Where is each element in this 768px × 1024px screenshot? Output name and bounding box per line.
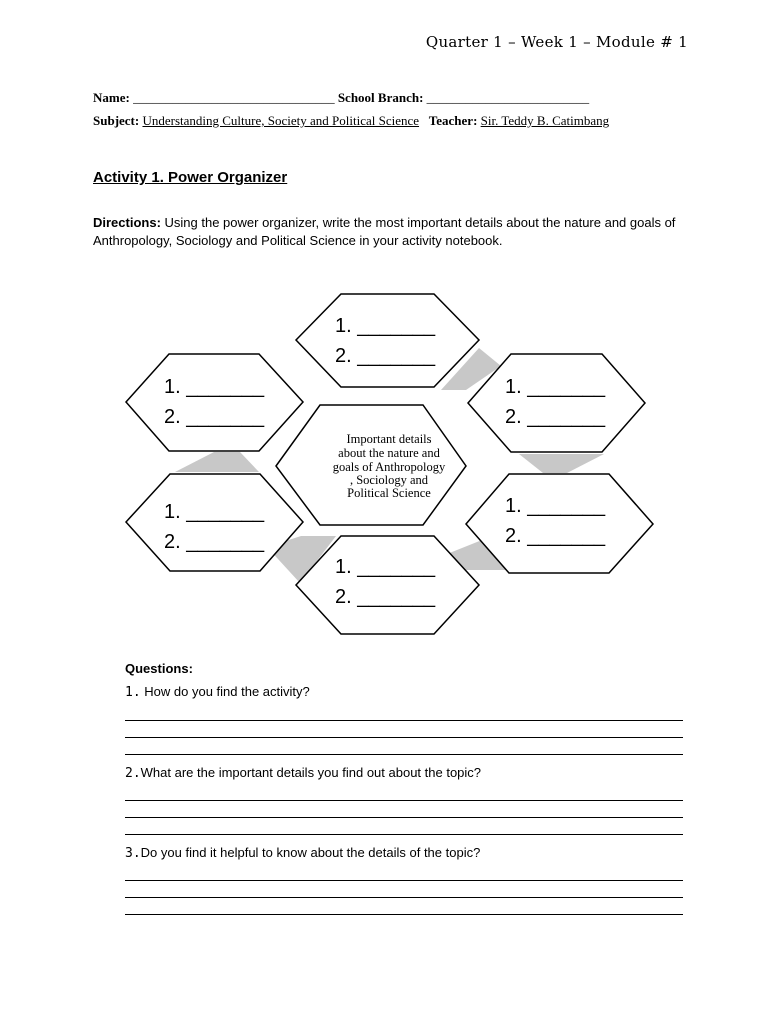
answer-line xyxy=(125,720,683,721)
question-2-text: What are the important details you find out about the topic? xyxy=(140,765,482,780)
name-blank: _______________________________ xyxy=(133,90,335,105)
question-1 xyxy=(125,684,310,700)
lower-right-item-1: 1. _______ xyxy=(505,495,606,517)
subject-value: Understanding Culture, Society and Political Science xyxy=(142,113,420,128)
center-line-1: Important details xyxy=(346,432,432,446)
upper-right-item-2: 2. _______ xyxy=(505,406,606,428)
hexagon-top xyxy=(296,294,479,387)
lower-right-item-2: 2. _______ xyxy=(505,525,606,547)
center-line-5: Political Science xyxy=(347,486,431,500)
directions xyxy=(93,214,683,250)
question-3-text: Do you find it helpful to know about the details of the topic? xyxy=(140,845,481,860)
upper-left-item-1: 1. _______ xyxy=(164,376,265,398)
upper-right-item-1: 1. _______ xyxy=(505,376,606,398)
center-line-3: goals of Anthropology xyxy=(332,460,446,474)
question-1-number: 1. xyxy=(125,685,141,700)
question-3 xyxy=(125,845,480,861)
center-line-4: , Sociology and xyxy=(349,473,429,487)
branch-blank: _________________________ xyxy=(426,90,590,105)
answer-line xyxy=(125,880,683,881)
directions-text: Using the power organizer, write the most important details about the nature and goals of Anthropology, Sociology and Political Science in your activity notebook. xyxy=(93,215,676,248)
answer-line xyxy=(125,800,683,801)
top-item-1: 1. _______ xyxy=(335,315,436,337)
teacher-value: Sir. Teddy B. Catimbang xyxy=(480,113,610,128)
name-label: Name: xyxy=(93,90,130,105)
connector-band xyxy=(175,452,259,472)
teacher-label: Teacher: xyxy=(428,113,478,128)
lower-left-item-1: 1. _______ xyxy=(164,501,265,523)
directions-label: Directions: xyxy=(93,215,161,230)
hexagon-upper-left xyxy=(126,354,303,451)
answer-line xyxy=(125,817,683,818)
branch-label: School Branch: xyxy=(337,90,424,105)
answer-line xyxy=(125,737,683,738)
question-1-text: How do you find the activity? xyxy=(140,684,310,699)
subject-label: Subject: xyxy=(93,113,140,128)
question-2-number: 2. xyxy=(125,766,141,781)
question-3-number: 3. xyxy=(125,846,141,861)
name-branch-row xyxy=(93,90,589,106)
upper-left-item-2: 2. _______ xyxy=(164,406,265,428)
page-header: Quarter 1 – Week 1 – Module # 1 xyxy=(425,33,688,51)
connector-band xyxy=(519,454,604,473)
questions-label: Questions: xyxy=(125,661,193,676)
answer-line xyxy=(125,897,683,898)
bottom-item-2: 2. _______ xyxy=(335,586,436,608)
top-item-2: 2. _______ xyxy=(335,345,436,367)
answer-line xyxy=(125,834,683,835)
center-line-2: about the nature and xyxy=(338,446,440,460)
power-organizer xyxy=(0,280,768,640)
subject-teacher-row xyxy=(93,113,609,129)
lower-left-item-2: 2. _______ xyxy=(164,531,265,553)
activity-title: Activity 1. Power Organizer xyxy=(93,169,288,186)
question-2 xyxy=(125,765,481,781)
answer-line xyxy=(125,914,683,915)
answer-line xyxy=(125,754,683,755)
bottom-item-1: 1. _______ xyxy=(335,556,436,578)
